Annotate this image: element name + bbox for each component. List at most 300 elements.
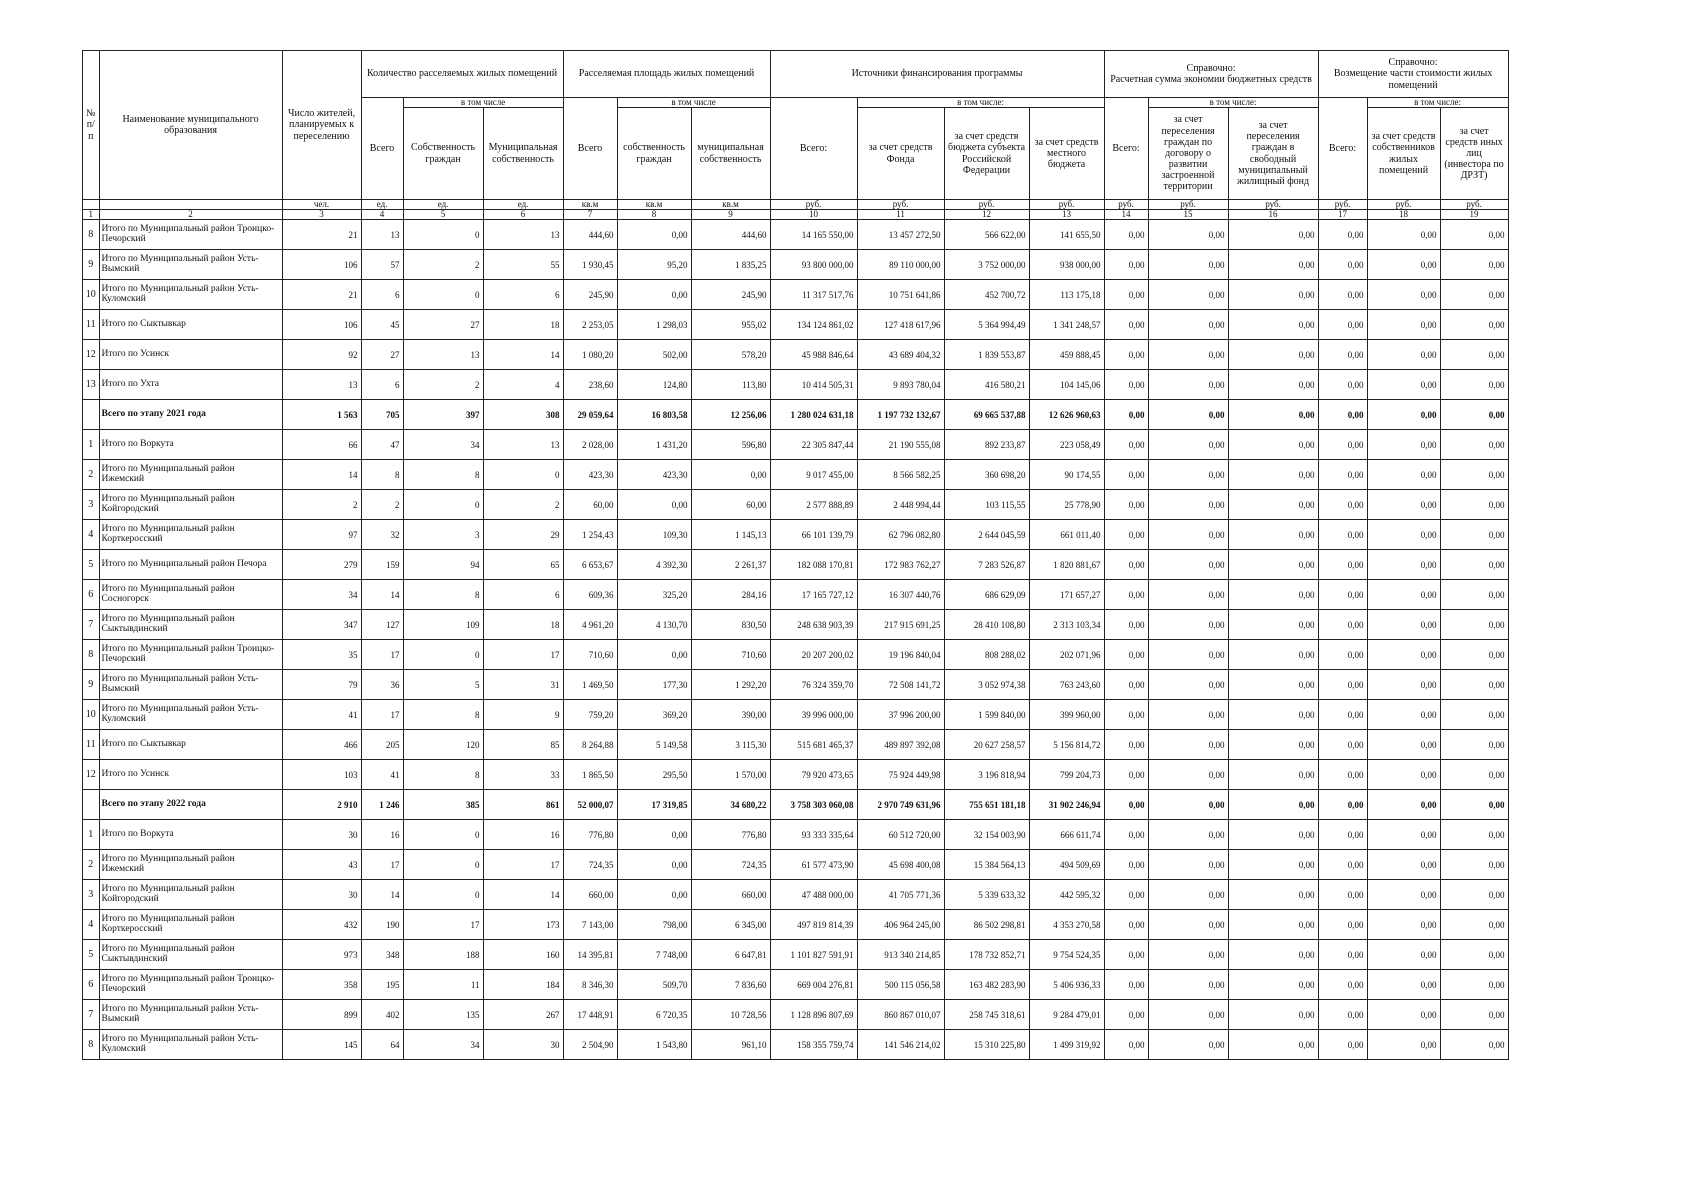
header-economy: Справочно: Расчетная сумма экономии бюджетных средств	[1104, 51, 1318, 98]
municipality-name: Итого по Муниципальный район Ижемский	[99, 460, 282, 490]
table-cell: 79	[282, 670, 361, 700]
column-number: 11	[857, 210, 944, 220]
table-cell: 30	[483, 1030, 563, 1060]
table-row	[83, 550, 1509, 580]
table-cell: 17	[361, 700, 403, 730]
table-cell: 0,00	[1228, 850, 1318, 880]
table-cell: 0,00	[1318, 250, 1367, 280]
table-cell: 2	[403, 370, 483, 400]
table-cell: 0,00	[1228, 910, 1318, 940]
table-cell: 2 448 994,44	[857, 490, 944, 520]
header-area: Расселяемая площадь жилых помещений	[563, 51, 770, 98]
table-cell: 961,10	[691, 1030, 770, 1060]
table-cell: 60 512 720,00	[857, 820, 944, 850]
table-cell: 0,00	[1148, 910, 1228, 940]
unit-label: руб.	[770, 200, 857, 210]
table-row	[83, 220, 1509, 250]
header-local-budget: за счет средств местного бюджета	[1029, 108, 1104, 200]
table-cell: 106	[282, 250, 361, 280]
stage-total-row	[83, 790, 1509, 820]
table-cell: 3 115,30	[691, 730, 770, 760]
table-cell: 60,00	[563, 490, 617, 520]
table-cell: 3 758 303 060,08	[770, 790, 857, 820]
column-number: 4	[361, 210, 403, 220]
table-cell: 759,20	[563, 700, 617, 730]
table-cell: 1 820 881,67	[1029, 550, 1104, 580]
row-number: 12	[83, 340, 100, 370]
table-cell: 0,00	[1367, 910, 1440, 940]
table-cell: 0,00	[1318, 460, 1367, 490]
table-cell: 0,00	[1148, 280, 1228, 310]
table-cell: 14	[282, 460, 361, 490]
table-cell: 0,00	[1440, 790, 1508, 820]
table-cell: 0,00	[1104, 790, 1148, 820]
table-cell: 0,00	[1228, 1000, 1318, 1030]
table-cell: 2 644 045,59	[944, 520, 1029, 550]
table-cell: 21	[282, 220, 361, 250]
table-cell: 466	[282, 730, 361, 760]
table-cell: 0,00	[1440, 640, 1508, 670]
table-cell: 0,00	[1440, 220, 1508, 250]
table-cell: 85	[483, 730, 563, 760]
table-cell: 0,00	[1367, 760, 1440, 790]
table-cell: 86 502 298,81	[944, 910, 1029, 940]
column-number: 6	[483, 210, 563, 220]
unit-label	[99, 200, 282, 210]
table-cell: 0,00	[1104, 400, 1148, 430]
header-name: Наименование муниципального образования	[99, 51, 282, 200]
row-number: 8	[83, 220, 100, 250]
table-cell: 0,00	[1104, 850, 1148, 880]
header-economy-a: за счет переселения граждан по договору о развитии застроенной территории	[1148, 108, 1228, 200]
header-own-citizens-units: Собственность граждан	[403, 108, 483, 200]
row-number: 4	[83, 520, 100, 550]
table-cell: 0,00	[1318, 850, 1367, 880]
row-number: 11	[83, 310, 100, 340]
table-cell: 494 509,69	[1029, 850, 1104, 880]
table-cell: 0,00	[1104, 460, 1148, 490]
table-cell: 0,00	[1367, 520, 1440, 550]
table-cell: 348	[361, 940, 403, 970]
table-cell: 57	[361, 250, 403, 280]
table-cell: 724,35	[563, 850, 617, 880]
table-cell: 0,00	[1318, 340, 1367, 370]
table-cell: 0,00	[1104, 640, 1148, 670]
table-cell: 0,00	[1148, 970, 1228, 1000]
municipality-name: Итого по Муниципальный район Троицко-Печорский	[99, 220, 282, 250]
table-cell: 669 004 276,81	[770, 970, 857, 1000]
table-row	[83, 520, 1509, 550]
unit-label: кв.м	[617, 200, 691, 210]
municipality-name: Итого по Сыктывкар	[99, 310, 282, 340]
table-cell: 0,00	[1318, 280, 1367, 310]
table-cell: 0,00	[1318, 760, 1367, 790]
table-cell: 500 115 056,58	[857, 970, 944, 1000]
table-cell: 0,00	[1104, 1000, 1148, 1030]
header-area-total: Всего	[563, 98, 617, 200]
table-cell: 755 651 181,18	[944, 790, 1029, 820]
municipality-name: Итого по Муниципальный район Сыктывдинский	[99, 610, 282, 640]
table-cell: 60,00	[691, 490, 770, 520]
table-cell: 178 732 852,71	[944, 940, 1029, 970]
table-cell: 0,00	[1440, 670, 1508, 700]
table-cell: 17	[403, 910, 483, 940]
table-cell: 710,60	[563, 640, 617, 670]
table-cell: 127 418 617,96	[857, 310, 944, 340]
table-cell: 238,60	[563, 370, 617, 400]
table-cell: 4	[483, 370, 563, 400]
table-cell: 1 254,43	[563, 520, 617, 550]
table-cell: 79 920 473,65	[770, 760, 857, 790]
table-cell: 27	[403, 310, 483, 340]
table-cell: 173	[483, 910, 563, 940]
table-cell: 13	[361, 220, 403, 250]
table-cell: 13 457 272,50	[857, 220, 944, 250]
table-cell: 2 261,37	[691, 550, 770, 580]
table-cell: 30	[282, 880, 361, 910]
table-cell: 0,00	[1367, 1000, 1440, 1030]
table-row	[83, 580, 1509, 610]
table-cell: 0,00	[1440, 760, 1508, 790]
table-cell: 1 080,20	[563, 340, 617, 370]
row-number: 9	[83, 250, 100, 280]
table-cell: 11	[403, 970, 483, 1000]
table-cell: 284,16	[691, 580, 770, 610]
table-cell: 432	[282, 910, 361, 940]
table-cell: 0,00	[1318, 970, 1367, 1000]
table-cell: 0,00	[1148, 490, 1228, 520]
table-cell: 10 751 641,86	[857, 280, 944, 310]
table-cell: 0,00	[1228, 220, 1318, 250]
table-cell: 6	[483, 580, 563, 610]
resettlement-table	[82, 50, 1509, 1060]
municipality-name: Итого по Муниципальный район Сыктывдинский	[99, 940, 282, 970]
header-sources: Источники финансирования программы	[770, 51, 1104, 98]
table-cell: 763 243,60	[1029, 670, 1104, 700]
table-cell: 0,00	[1148, 880, 1228, 910]
table-cell: 0,00	[1440, 370, 1508, 400]
table-cell: 1 839 553,87	[944, 340, 1029, 370]
table-cell: 0,00	[1318, 550, 1367, 580]
table-cell: 217 915 691,25	[857, 610, 944, 640]
table-cell: 0,00	[1318, 940, 1367, 970]
table-cell: 7 283 526,87	[944, 550, 1029, 580]
table-cell: 358	[282, 970, 361, 1000]
column-number: 19	[1440, 210, 1508, 220]
table-cell: 1 543,80	[617, 1030, 691, 1060]
table-cell: 0,00	[1228, 370, 1318, 400]
table-cell: 808 288,02	[944, 640, 1029, 670]
table-cell: 109	[403, 610, 483, 640]
table-cell: 17	[361, 850, 403, 880]
table-cell: 0,00	[1440, 880, 1508, 910]
table-cell: 65	[483, 550, 563, 580]
column-number: 16	[1228, 210, 1318, 220]
table-cell: 515 681 465,37	[770, 730, 857, 760]
table-row	[83, 1000, 1509, 1030]
table-cell: 36	[361, 670, 403, 700]
table-cell: 0,00	[1440, 400, 1508, 430]
table-cell: 75 924 449,98	[857, 760, 944, 790]
table-cell: 17	[483, 640, 563, 670]
table-cell: 15 384 564,13	[944, 850, 1029, 880]
unit-label: руб.	[1228, 200, 1318, 210]
table-cell: 14	[483, 880, 563, 910]
table-cell: 0,00	[1148, 1000, 1228, 1030]
table-cell: 1 145,13	[691, 520, 770, 550]
table-cell: 14 165 550,00	[770, 220, 857, 250]
table-row	[83, 880, 1509, 910]
table-cell: 0,00	[1228, 820, 1318, 850]
table-cell: 0,00	[1228, 700, 1318, 730]
table-cell: 14	[361, 880, 403, 910]
table-cell: 724,35	[691, 850, 770, 880]
table-cell: 385	[403, 790, 483, 820]
table-cell: 202 071,96	[1029, 640, 1104, 670]
table-cell: 0,00	[1104, 490, 1148, 520]
table-cell: 686 629,09	[944, 580, 1029, 610]
table-cell: 402	[361, 1000, 403, 1030]
table-cell: 5 339 633,32	[944, 880, 1029, 910]
table-cell: 1 101 827 591,91	[770, 940, 857, 970]
row-number: 1	[83, 430, 100, 460]
table-cell: 369,20	[617, 700, 691, 730]
table-cell: 34 680,22	[691, 790, 770, 820]
table-cell: 2 970 749 631,96	[857, 790, 944, 820]
table-cell: 0,00	[1148, 670, 1228, 700]
table-row	[83, 610, 1509, 640]
table-cell: 12 256,06	[691, 400, 770, 430]
table-cell: 938 000,00	[1029, 250, 1104, 280]
table-cell: 6 720,35	[617, 1000, 691, 1030]
table-cell: 97	[282, 520, 361, 550]
table-cell: 423,30	[563, 460, 617, 490]
table-cell: 10 414 505,31	[770, 370, 857, 400]
table-cell: 7 748,00	[617, 940, 691, 970]
row-number: 8	[83, 1030, 100, 1060]
unit-label: ед.	[403, 200, 483, 210]
table-cell: 103 115,55	[944, 490, 1029, 520]
header-economy-incl: в том числе:	[1148, 98, 1318, 108]
table-cell: 14	[483, 340, 563, 370]
table-cell: 0,00	[1228, 250, 1318, 280]
table-cell: 0	[403, 880, 483, 910]
table-cell: 566 622,00	[944, 220, 1029, 250]
table-cell: 710,60	[691, 640, 770, 670]
table-cell: 2	[282, 490, 361, 520]
table-cell: 0,00	[1104, 670, 1148, 700]
table-cell: 29	[483, 520, 563, 550]
table-cell: 416 580,21	[944, 370, 1029, 400]
column-number: 8	[617, 210, 691, 220]
table-cell: 0,00	[1104, 250, 1148, 280]
unit-label	[83, 200, 100, 210]
header-sources-incl: в том числе:	[857, 98, 1104, 108]
table-cell: 195	[361, 970, 403, 1000]
table-cell: 1 570,00	[691, 760, 770, 790]
table-cell: 0,00	[1367, 310, 1440, 340]
table-cell: 30	[282, 820, 361, 850]
table-cell: 830,50	[691, 610, 770, 640]
row-number: 1	[83, 820, 100, 850]
table-cell: 8 566 582,25	[857, 460, 944, 490]
table-cell: 95,20	[617, 250, 691, 280]
unit-label: чел.	[282, 200, 361, 210]
table-cell: 17	[361, 640, 403, 670]
row-number: 6	[83, 970, 100, 1000]
table-cell: 6 345,00	[691, 910, 770, 940]
table-cell: 104 145,06	[1029, 370, 1104, 400]
table-cell: 0,00	[1228, 460, 1318, 490]
table-cell: 41	[282, 700, 361, 730]
table-cell: 0,00	[1104, 550, 1148, 580]
row-number: 2	[83, 850, 100, 880]
unit-label: кв.м	[563, 200, 617, 210]
table-cell: 0,00	[1367, 550, 1440, 580]
table-cell: 1 292,20	[691, 670, 770, 700]
table-cell: 13	[483, 220, 563, 250]
column-number: 14	[1104, 210, 1148, 220]
row-number: 3	[83, 880, 100, 910]
table-cell: 0,00	[1440, 550, 1508, 580]
table-cell: 0,00	[1440, 730, 1508, 760]
table-cell: 15 310 225,80	[944, 1030, 1029, 1060]
table-cell: 0,00	[1148, 700, 1228, 730]
row-number: 5	[83, 940, 100, 970]
municipality-name: Итого по Воркута	[99, 430, 282, 460]
table-cell: 0,00	[1228, 1030, 1318, 1060]
table-cell: 0,00	[1104, 580, 1148, 610]
table-cell: 28 410 108,80	[944, 610, 1029, 640]
column-number: 18	[1367, 210, 1440, 220]
table-cell: 8	[403, 760, 483, 790]
table-cell: 3 752 000,00	[944, 250, 1029, 280]
table-cell: 489 897 392,08	[857, 730, 944, 760]
table-cell: 66 101 139,79	[770, 520, 857, 550]
table-cell: 8 264,88	[563, 730, 617, 760]
table-cell: 0,00	[1367, 700, 1440, 730]
table-cell: 188	[403, 940, 483, 970]
table-cell: 0,00	[617, 490, 691, 520]
table-cell: 0,00	[1440, 520, 1508, 550]
table-cell: 21	[282, 280, 361, 310]
table-cell: 578,20	[691, 340, 770, 370]
table-cell: 798,00	[617, 910, 691, 940]
table-cell: 52 000,07	[563, 790, 617, 820]
row-number: 10	[83, 280, 100, 310]
table-cell: 0,00	[1367, 460, 1440, 490]
table-cell: 17	[483, 850, 563, 880]
table-cell: 64	[361, 1030, 403, 1060]
table-cell: 2 313 103,34	[1029, 610, 1104, 640]
row-number: 3	[83, 490, 100, 520]
table-cell: 34	[282, 580, 361, 610]
table-cell: 0	[403, 820, 483, 850]
table-cell: 0,00	[1104, 370, 1148, 400]
table-cell: 0,00	[1228, 760, 1318, 790]
table-row	[83, 940, 1509, 970]
table-cell: 0,00	[1318, 580, 1367, 610]
municipality-name: Итого по Муниципальный район Корткеросский	[99, 910, 282, 940]
row-number: 7	[83, 610, 100, 640]
table-cell: 1 246	[361, 790, 403, 820]
table-cell: 1 599 840,00	[944, 700, 1029, 730]
table-cell: 0,00	[1318, 520, 1367, 550]
table-cell: 0,00	[1440, 850, 1508, 880]
table-cell: 135	[403, 1000, 483, 1030]
table-cell: 2	[483, 490, 563, 520]
table-cell: 55	[483, 250, 563, 280]
table-cell: 0,00	[1104, 340, 1148, 370]
table-cell: 0,00	[1148, 340, 1228, 370]
table-cell: 0,00	[1318, 490, 1367, 520]
table-cell: 0,00	[1148, 610, 1228, 640]
table-cell: 20 627 258,57	[944, 730, 1029, 760]
table-cell: 6	[361, 370, 403, 400]
table-cell: 0,00	[1440, 340, 1508, 370]
table-cell: 25 778,90	[1029, 490, 1104, 520]
table-cell: 0,00	[1440, 310, 1508, 340]
document-sheet	[82, 50, 1509, 1060]
municipality-name: Итого по Муниципальный район Троицко-Печорский	[99, 640, 282, 670]
row-number: 9	[83, 670, 100, 700]
row-number: 4	[83, 910, 100, 940]
table-cell: 0	[483, 460, 563, 490]
table-cell: 13	[403, 340, 483, 370]
table-cell: 106	[282, 310, 361, 340]
table-cell: 141 655,50	[1029, 220, 1104, 250]
table-cell: 9 754 524,35	[1029, 940, 1104, 970]
municipality-name: Итого по Воркута	[99, 820, 282, 850]
table-cell: 0,00	[1367, 280, 1440, 310]
table-cell: 776,80	[691, 820, 770, 850]
table-cell: 0,00	[1367, 820, 1440, 850]
table-cell: 158 355 759,74	[770, 1030, 857, 1060]
table-cell: 609,36	[563, 580, 617, 610]
table-cell: 37 996 200,00	[857, 700, 944, 730]
table-cell: 0,00	[1367, 400, 1440, 430]
table-cell: 18	[483, 310, 563, 340]
table-cell: 0,00	[1148, 430, 1228, 460]
table-cell: 0,00	[1148, 460, 1228, 490]
table-cell: 0,00	[1440, 490, 1508, 520]
table-cell: 0,00	[1318, 310, 1367, 340]
table-row	[83, 280, 1509, 310]
municipality-name: Итого по Муниципальный район Усть-Куломский	[99, 280, 282, 310]
table-cell: 0,00	[1228, 970, 1318, 1000]
table-cell: 0,00	[1318, 700, 1367, 730]
table-cell: 0,00	[1104, 1030, 1148, 1060]
table-cell: 0,00	[1228, 790, 1318, 820]
table-cell: 497 819 814,39	[770, 910, 857, 940]
header-reimburse: Справочно: Возмещение части стоимости жилых помещений	[1318, 51, 1508, 98]
table-cell: 666 611,74	[1029, 820, 1104, 850]
unit-label: руб.	[857, 200, 944, 210]
column-numbers-row	[83, 210, 1509, 220]
header-municipal-units: Муниципальная собственность	[483, 108, 563, 200]
header-reimburse-incl: в том числе:	[1367, 98, 1508, 108]
municipality-name: Итого по Муниципальный район Ижемский	[99, 850, 282, 880]
table-cell: 72 508 141,72	[857, 670, 944, 700]
table-cell: 0,00	[1228, 670, 1318, 700]
table-cell: 0,00	[1104, 310, 1148, 340]
table-cell: 8	[403, 460, 483, 490]
table-cell: 258 745 318,61	[944, 1000, 1029, 1030]
table-cell: 34	[403, 430, 483, 460]
table-cell: 390,00	[691, 700, 770, 730]
table-cell: 5 406 936,33	[1029, 970, 1104, 1000]
municipality-name: Всего по этапу 2021 года	[99, 400, 282, 430]
